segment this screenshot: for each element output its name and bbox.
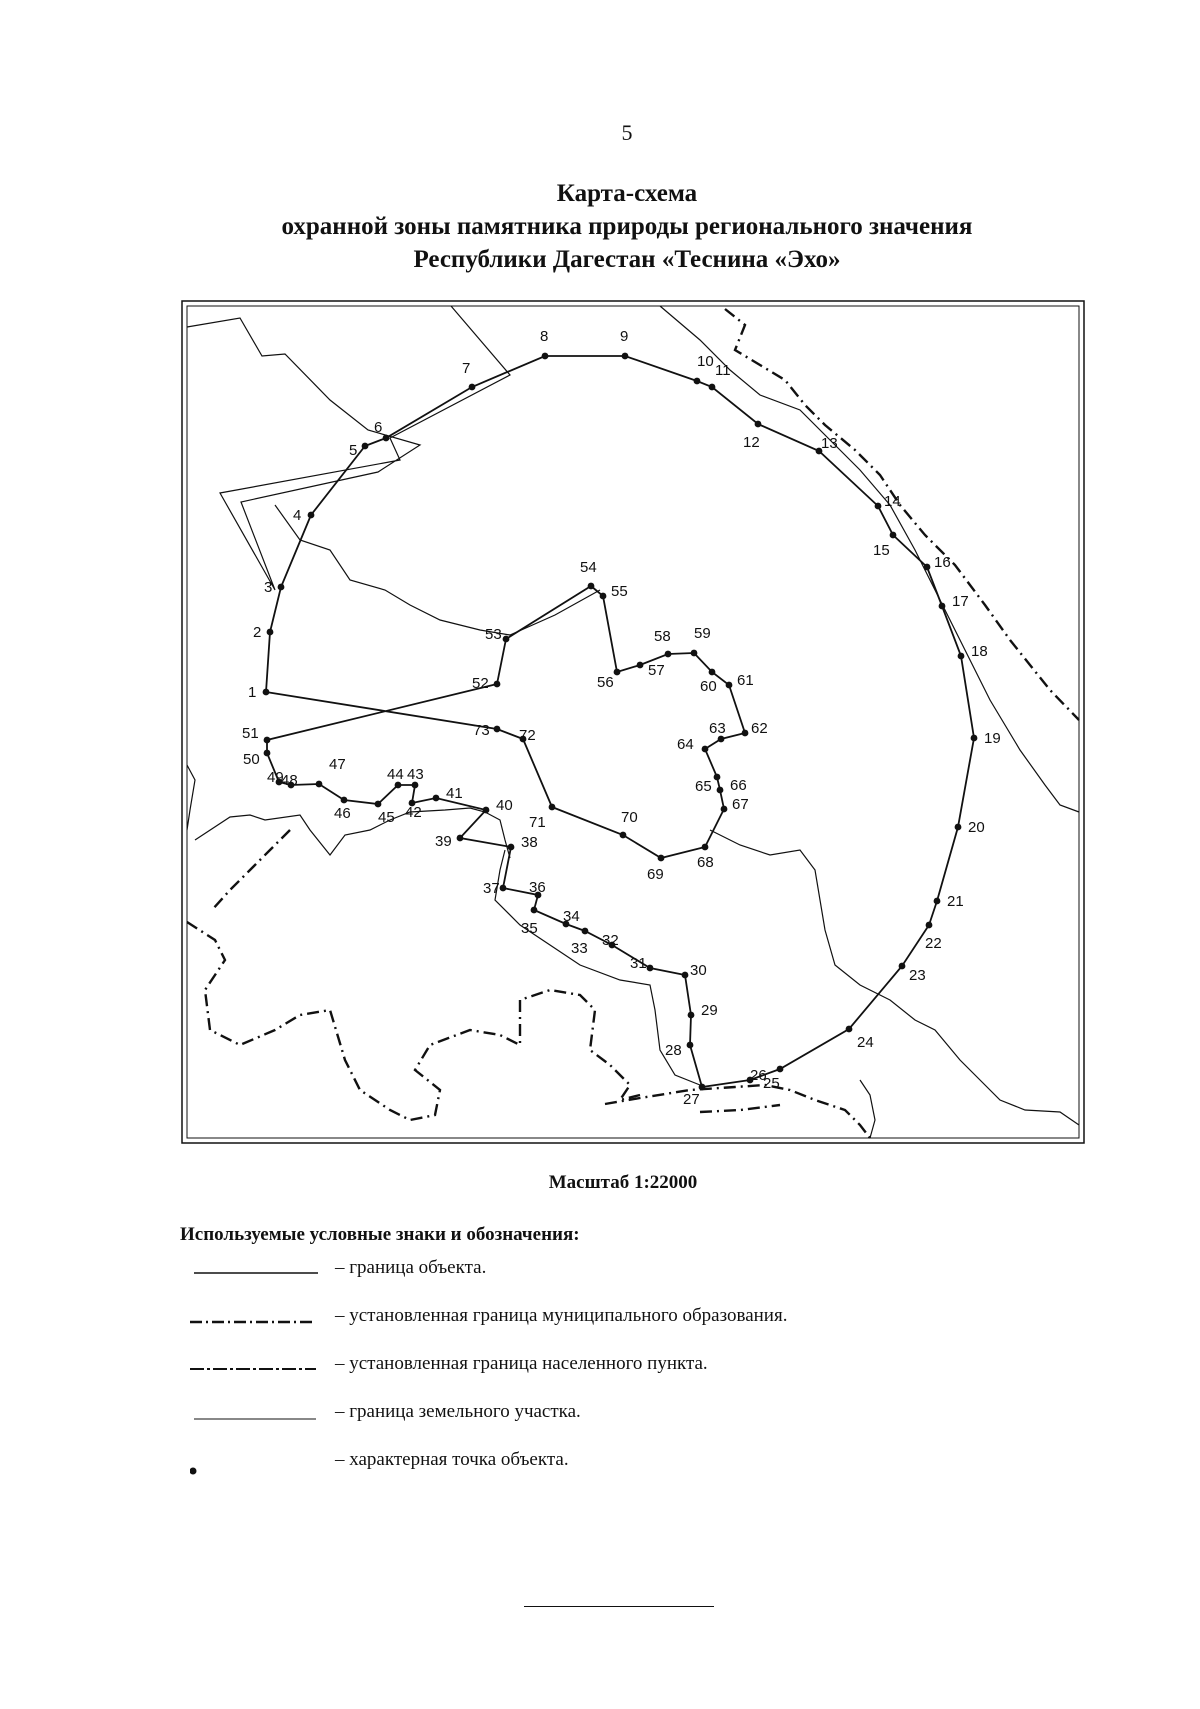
characteristic-point-label: 66 <box>730 777 747 794</box>
characteristic-point-label: 56 <box>597 674 614 691</box>
characteristic-point-label: 55 <box>611 583 628 600</box>
land-plot-boundary <box>195 808 510 858</box>
title-line-1: Карта-схема <box>556 180 698 207</box>
municipal-boundaries <box>187 309 1079 1138</box>
characteristic-point-label: 68 <box>697 854 714 871</box>
characteristic-point-label: 10 <box>697 353 714 370</box>
characteristic-point-marker <box>582 928 589 935</box>
characteristic-point-label: 51 <box>242 725 259 742</box>
document-title <box>0 177 1200 276</box>
characteristic-point-label: 33 <box>571 940 588 957</box>
characteristic-point-label: 71 <box>529 814 546 831</box>
characteristic-point-marker <box>875 503 882 510</box>
characteristic-point-marker <box>709 669 716 676</box>
characteristic-point-label: 36 <box>529 879 546 896</box>
characteristic-point-marker <box>637 662 644 669</box>
characteristic-point-label: 8 <box>540 328 549 345</box>
characteristic-point-label: 2 <box>253 624 262 641</box>
legend-item-text: – характерная точка объекта. <box>335 1449 569 1470</box>
characteristic-point-label: 70 <box>621 809 638 826</box>
characteristic-point-marker <box>726 682 733 689</box>
characteristic-point-label: 20 <box>968 819 985 836</box>
characteristic-point-marker <box>777 1066 784 1073</box>
page-number: 5 <box>621 120 633 145</box>
characteristic-point-marker <box>383 435 390 442</box>
characteristic-point-label: 49 <box>267 769 284 786</box>
map-frame-inner <box>187 306 1079 1138</box>
characteristic-point-marker <box>926 922 933 929</box>
characteristic-point-marker <box>308 512 315 519</box>
characteristic-point-label: 64 <box>677 736 694 753</box>
land-plot-boundary <box>275 505 600 635</box>
characteristic-point-label: 59 <box>694 625 711 642</box>
municipal-boundary <box>212 830 290 910</box>
characteristic-point-label: 27 <box>683 1091 700 1108</box>
characteristic-point-label: 45 <box>378 809 395 826</box>
characteristic-point-marker <box>687 1042 694 1049</box>
characteristic-point-label: 6 <box>374 419 383 436</box>
legend-symbol-thin-line <box>190 1399 330 1429</box>
characteristic-point-label: 58 <box>654 628 671 645</box>
characteristic-point-label: 40 <box>496 797 513 814</box>
characteristic-point-label: 22 <box>925 935 942 952</box>
characteristic-point-label: 7 <box>462 360 471 377</box>
characteristic-point-marker <box>600 593 607 600</box>
characteristic-point-label: 46 <box>334 805 351 822</box>
characteristic-point-marker <box>622 353 629 360</box>
characteristic-point-label: 65 <box>695 778 712 795</box>
characteristic-point-marker <box>658 855 665 862</box>
legend-symbol-dash-dot-line <box>190 1351 330 1381</box>
characteristic-point-marker <box>494 726 501 733</box>
characteristic-point-label: 4 <box>293 507 302 524</box>
legend-item-text: – граница земельного участка. <box>335 1401 581 1422</box>
characteristic-point-marker <box>263 689 270 696</box>
characteristic-point-label: 67 <box>732 796 749 813</box>
characteristic-point-label: 23 <box>909 967 926 984</box>
characteristic-point-marker <box>316 781 323 788</box>
characteristic-point-label: 38 <box>521 834 538 851</box>
characteristic-point-label: 13 <box>821 435 838 452</box>
characteristic-point-label: 34 <box>563 908 580 925</box>
characteristic-point-marker <box>742 730 749 737</box>
characteristic-point-marker <box>457 835 464 842</box>
characteristic-point-marker <box>278 584 285 591</box>
legend-symbol-dot <box>190 1447 330 1481</box>
legend-item-characteristic-point <box>190 1447 1090 1477</box>
characteristic-point-label: 35 <box>521 920 538 937</box>
characteristic-point-label: 63 <box>709 720 726 737</box>
characteristic-point-marker <box>267 629 274 636</box>
characteristic-point-marker <box>665 651 672 658</box>
map-canvas <box>181 300 1085 1144</box>
characteristic-point-label: 25 <box>763 1075 780 1092</box>
bottom-rule <box>524 1606 714 1607</box>
characteristic-point-marker <box>503 636 510 643</box>
characteristic-point-label: 11 <box>715 362 731 379</box>
characteristic-point-marker <box>620 832 627 839</box>
characteristic-point-marker <box>508 844 515 851</box>
legend-item-text: – установленная граница муниципального образования. <box>335 1305 788 1326</box>
characteristic-point-label: 48 <box>281 772 298 789</box>
legend-symbol-solid-line <box>190 1255 330 1285</box>
characteristic-point-marker <box>264 750 271 757</box>
characteristic-point-marker <box>682 972 689 979</box>
characteristic-point-marker <box>362 443 369 450</box>
characteristic-point-label: 37 <box>483 880 500 897</box>
characteristic-point-label: 21 <box>947 893 964 910</box>
characteristic-point-marker <box>688 1012 695 1019</box>
characteristic-point-label: 50 <box>243 751 260 768</box>
characteristic-point-label: 39 <box>435 833 452 850</box>
characteristic-point-label: 60 <box>700 678 717 695</box>
characteristic-point-marker <box>264 737 271 744</box>
characteristic-point-marker <box>469 384 476 391</box>
map-scale: Масштаб 1:22000 <box>548 1172 698 1193</box>
map-scheme <box>181 300 1085 1144</box>
characteristic-point-marker <box>721 806 728 813</box>
characteristic-point-marker <box>702 746 709 753</box>
characteristic-point-marker <box>924 564 931 571</box>
characteristic-point-marker <box>375 801 382 808</box>
characteristic-point-marker <box>542 353 549 360</box>
legend-item-text: – граница объекта. <box>335 1257 487 1278</box>
characteristic-point-marker <box>890 532 897 539</box>
characteristic-point-label: 41 <box>446 785 463 802</box>
legend-item-settlement-boundary <box>190 1351 1090 1381</box>
land-plot-boundary <box>187 765 195 830</box>
characteristic-point-label: 26 <box>750 1067 767 1084</box>
characteristic-point-label: 24 <box>857 1034 874 1051</box>
characteristic-point-marker <box>699 1084 706 1091</box>
characteristic-point-label: 30 <box>690 962 707 979</box>
characteristic-point-label: 28 <box>665 1042 682 1059</box>
characteristic-point-label: 5 <box>349 442 358 459</box>
map-frame-outer <box>182 301 1084 1143</box>
characteristic-point-marker <box>955 824 962 831</box>
characteristic-point-marker <box>755 421 762 428</box>
characteristic-point-marker <box>717 787 724 794</box>
characteristic-point-label: 73 <box>473 722 490 739</box>
settlement-boundary <box>605 1085 870 1138</box>
characteristic-point-marker <box>702 844 709 851</box>
land-plot-boundaries <box>187 306 1079 1138</box>
characteristic-point-marker <box>691 650 698 657</box>
characteristic-point-label: 18 <box>971 643 988 660</box>
characteristic-point-label: 62 <box>751 720 768 737</box>
characteristic-point-label: 3 <box>264 579 273 596</box>
characteristic-point-marker <box>433 795 440 802</box>
legend-item-land-plot-boundary <box>190 1399 1090 1429</box>
characteristic-point-marker <box>709 384 716 391</box>
characteristic-point-marker <box>588 583 595 590</box>
characteristic-point-label: 42 <box>405 804 422 821</box>
characteristic-point-marker <box>694 378 701 385</box>
characteristic-point-marker <box>500 885 507 892</box>
characteristic-point-marker <box>958 653 965 660</box>
characteristic-point-label: 19 <box>984 730 1001 747</box>
characteristic-point-label: 44 <box>387 766 404 783</box>
title-line-3: Республики Дагестан «Теснина «Эхо» <box>413 246 841 273</box>
legend-item-municipal-boundary <box>190 1303 1090 1333</box>
characteristic-point-marker <box>714 774 721 781</box>
characteristic-point-label: 29 <box>701 1002 718 1019</box>
characteristic-point-label: 69 <box>647 866 664 883</box>
characteristic-point-label: 9 <box>620 328 629 345</box>
characteristic-point-marker <box>971 735 978 742</box>
legend-symbol-dashed-line <box>190 1303 330 1333</box>
characteristic-point-label: 72 <box>519 727 536 744</box>
legend-heading: Используемые условные знаки и обозначения: <box>180 1224 580 1245</box>
characteristic-point-marker <box>614 669 621 676</box>
characteristic-point-marker <box>939 603 946 610</box>
characteristic-point-marker <box>846 1026 853 1033</box>
municipal-boundary <box>725 309 1079 720</box>
characteristic-point-label: 53 <box>485 626 502 643</box>
characteristic-point-label: 57 <box>648 662 665 679</box>
characteristic-point-marker <box>934 898 941 905</box>
characteristic-point-label: 43 <box>407 766 424 783</box>
characteristic-point-label: 16 <box>934 554 951 571</box>
characteristic-point-label: 61 <box>737 672 754 689</box>
characteristic-point-label: 15 <box>873 542 890 559</box>
legend-item-object-boundary <box>190 1255 1090 1285</box>
characteristic-point-label: 54 <box>580 559 597 576</box>
characteristic-point-label: 17 <box>952 593 969 610</box>
characteristic-point-label: 32 <box>602 932 619 949</box>
characteristic-point-marker <box>899 963 906 970</box>
characteristic-point-marker <box>549 804 556 811</box>
title-line-2: охранной зоны памятника природы регионального значения <box>281 213 973 240</box>
characteristic-point-marker <box>647 965 654 972</box>
characteristic-point-label: 31 <box>630 955 647 972</box>
characteristic-point-marker <box>483 807 490 814</box>
characteristic-point-label: 52 <box>472 675 489 692</box>
characteristic-point-label: 47 <box>329 756 346 773</box>
characteristic-point-marker <box>531 907 538 914</box>
settlement-boundary <box>700 1105 780 1112</box>
legend-item-text: – установленная граница населенного пункта. <box>335 1353 708 1374</box>
characteristic-point-label: 14 <box>884 493 901 510</box>
characteristic-point-label: 12 <box>743 434 760 451</box>
characteristic-point-marker <box>341 797 348 804</box>
characteristic-point-marker <box>494 681 501 688</box>
characteristic-point-label: 1 <box>248 684 257 701</box>
